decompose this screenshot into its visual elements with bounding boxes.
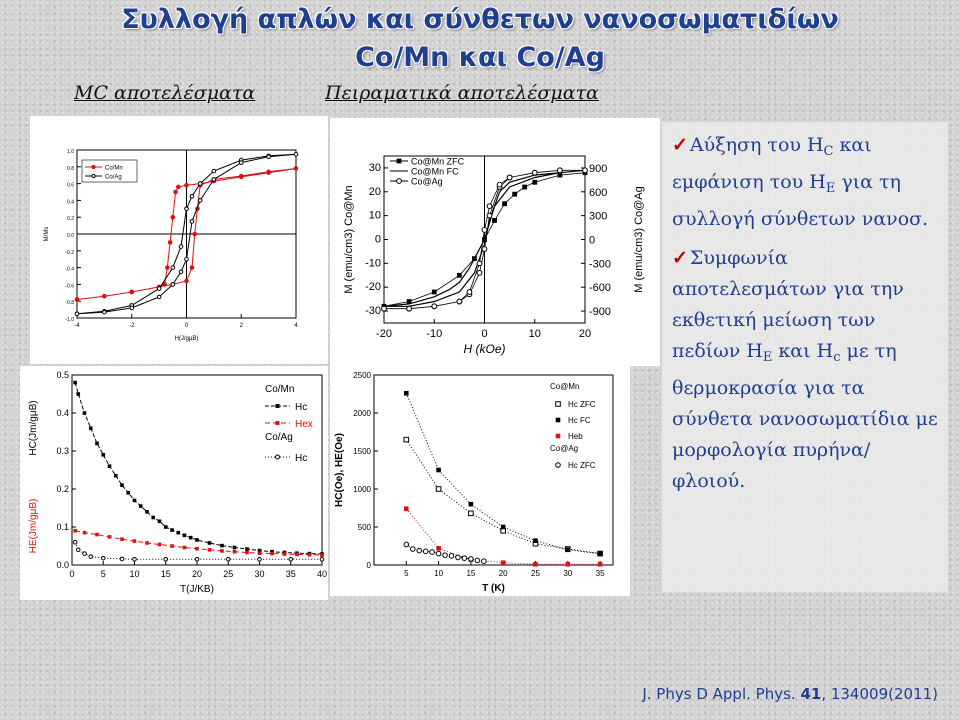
data-point: [139, 504, 143, 508]
data-point: [73, 540, 77, 544]
data-point: [75, 312, 79, 316]
x-tick-label: 15: [160, 569, 171, 579]
legend-label: Hc: [295, 402, 308, 413]
conclusion-text: και H: [772, 340, 834, 362]
conclusion-text: για τη συλλογή σύνθετων νανοσ.: [672, 171, 929, 230]
data-point: [295, 553, 299, 557]
y-tick-label: -0.8: [65, 300, 74, 307]
data-point: [430, 550, 435, 555]
y-tick-label: 0: [374, 233, 381, 246]
data-point: [276, 421, 280, 425]
data-point: [475, 558, 480, 563]
data-point: [171, 215, 175, 219]
data-point: [171, 283, 175, 287]
y-tick-label: 0.3: [56, 446, 69, 456]
y-axis-label: M (emu/cm3) Co@Mn: [343, 185, 355, 294]
subscript: C: [823, 144, 834, 159]
data-point: [501, 525, 506, 530]
y-tick-label: 1500: [353, 447, 371, 456]
legend-label: Hex: [295, 419, 313, 430]
data-point: [73, 381, 77, 385]
data-point: [170, 544, 174, 548]
data-point: [126, 491, 130, 495]
legend-label: Hc FC: [568, 416, 591, 425]
data-point: [462, 556, 467, 561]
y-tick-label: 0.6: [67, 182, 74, 189]
data-point: [245, 551, 249, 555]
data-point: [557, 168, 562, 173]
x-tick-label: 30: [254, 569, 265, 579]
y-tick-label: 0.1: [56, 522, 69, 532]
data-point: [276, 404, 280, 408]
data-point: [294, 152, 298, 156]
data-point: [417, 548, 422, 553]
data-point: [92, 165, 95, 168]
data-point: [73, 529, 77, 533]
data-point: [164, 558, 168, 562]
data-point: [179, 245, 183, 249]
legend-label: Co@Ag: [411, 176, 443, 187]
x-tick-label: 0: [184, 323, 189, 329]
data-point: [407, 306, 412, 311]
mc-results-label: MC αποτελέσματα: [74, 82, 256, 104]
data-point: [276, 455, 280, 459]
checkmark-icon: ✓: [672, 247, 688, 269]
data-point: [208, 548, 212, 552]
x-tick-label: 20: [191, 569, 203, 579]
y-tick-label: -0.6: [65, 283, 74, 290]
data-point: [120, 557, 124, 561]
data-point: [133, 558, 137, 562]
data-point: [556, 402, 561, 407]
data-point: [108, 464, 112, 468]
data-point: [168, 241, 172, 245]
data-point: [130, 290, 134, 294]
x-axis-label: T (K): [482, 583, 505, 594]
y-tick-label: -1.0: [65, 317, 74, 323]
series-line: [75, 383, 322, 554]
y-tick-label: 1000: [353, 485, 371, 494]
data-point: [404, 542, 409, 547]
data-point: [212, 169, 216, 173]
y-tick-label: 0.0: [67, 233, 74, 239]
subscript: c: [833, 350, 841, 365]
data-point: [522, 185, 527, 190]
y-tick-label: 20: [368, 185, 381, 198]
data-point: [185, 279, 189, 283]
y-right-tick-label: -300: [589, 258, 612, 271]
data-point: [443, 553, 448, 558]
y-tick-label: 0.8: [67, 165, 74, 172]
y-tick-label: 1.0: [67, 149, 74, 155]
data-point: [198, 182, 202, 186]
legend-label: Co/Mn: [105, 165, 123, 172]
data-point: [432, 290, 437, 295]
y-right-tick-label: 300: [589, 210, 608, 223]
data-point: [565, 548, 570, 553]
data-point: [183, 534, 187, 538]
series-line: [406, 440, 600, 554]
data-point: [457, 273, 462, 278]
data-point: [92, 174, 95, 177]
data-point: [565, 562, 570, 567]
x-tick-label: 15: [466, 569, 476, 578]
data-point: [190, 220, 194, 224]
legend-group-label: Co/Mn: [265, 384, 295, 395]
x-tick-label: -2: [129, 323, 135, 329]
conclusion-text: και εμφάνιση του H: [672, 134, 872, 193]
mc-fields-vs-temperature-chart: [20, 366, 328, 600]
y-tick-label: 0.0: [56, 560, 69, 570]
data-point: [183, 546, 187, 550]
x-tick-label: -10: [426, 328, 443, 340]
checkmark-icon: ✓: [672, 134, 688, 156]
legend-group-label: Co/Ag: [265, 432, 293, 443]
y-right-axis-label: M (emu/cm3) Co@Ag: [633, 186, 645, 293]
y-axis-label: HC(Oe), HE(Oe): [334, 433, 345, 507]
data-point: [410, 547, 415, 552]
legend-label: Co@Mn ZFC: [411, 156, 465, 167]
subscript: E: [762, 350, 773, 365]
x-tick-label: 10: [434, 569, 444, 578]
data-point: [170, 528, 174, 532]
data-point: [185, 257, 189, 261]
data-point: [133, 499, 137, 503]
data-point: [164, 525, 168, 529]
data-point: [166, 266, 170, 270]
data-point: [583, 168, 588, 173]
data-point: [233, 550, 237, 554]
data-point: [533, 538, 538, 543]
data-point: [157, 287, 161, 291]
data-point: [145, 541, 149, 545]
legend-label: Hc: [295, 453, 308, 464]
data-point: [477, 261, 482, 266]
legend-label: Heb: [568, 432, 583, 441]
y-right-tick-label: -600: [589, 282, 612, 295]
data-point: [598, 562, 603, 567]
y-tick-label: 0.2: [56, 484, 69, 494]
y-tick-label: 500: [357, 523, 371, 532]
data-point: [76, 392, 80, 396]
data-point: [487, 213, 492, 218]
data-point: [436, 551, 441, 556]
legend-label: Hc ZFC: [568, 461, 596, 470]
data-point: [190, 266, 194, 270]
x-tick-label: 40: [316, 569, 328, 579]
data-point: [482, 228, 487, 233]
y-tick-label: -0.2: [65, 249, 74, 256]
legend-group-label: Co@Mn: [550, 382, 580, 391]
x-tick-label: 0: [69, 569, 75, 579]
y-right-tick-label: 900: [589, 162, 608, 175]
conclusion-text: Αύξηση του H: [689, 134, 824, 156]
y-tick-label: -30: [365, 305, 381, 318]
data-point: [320, 553, 324, 557]
x-tick-label: 0: [481, 328, 488, 340]
data-point: [83, 411, 87, 415]
data-point: [397, 179, 402, 184]
data-point: [456, 555, 461, 560]
y-tick-label: 0.4: [56, 408, 69, 418]
data-point: [469, 557, 474, 562]
y-right-tick-label: -900: [589, 306, 612, 319]
data-point: [190, 194, 194, 198]
x-tick-label: 25: [531, 569, 540, 578]
y-axis-label: HC(Jm/gμB): [28, 400, 39, 456]
y-right-tick-label: 600: [589, 186, 608, 199]
data-point: [294, 167, 298, 171]
data-point: [382, 306, 387, 311]
x-tick-label: -20: [376, 328, 392, 340]
data-point: [267, 170, 271, 174]
data-point: [163, 283, 167, 287]
y-tick-label: 0: [366, 561, 371, 570]
series-line: [406, 509, 600, 564]
data-point: [487, 204, 492, 209]
x-axis-label: T(J/KB): [180, 584, 214, 595]
citation-journal: J. Phys D Appl. Phys.: [642, 685, 801, 703]
data-point: [457, 299, 462, 304]
y-tick-label: 0.2: [67, 216, 74, 223]
y-tick-label: 0.5: [56, 370, 69, 380]
x-tick-label: 4: [294, 323, 298, 329]
data-point: [245, 547, 249, 551]
data-point: [83, 531, 87, 535]
data-point: [497, 182, 502, 187]
data-point: [507, 175, 512, 180]
y-tick-label: -10: [365, 257, 381, 270]
data-point: [195, 538, 199, 542]
x-axis-label: H(J/gμB): [174, 336, 199, 342]
data-point: [179, 270, 183, 274]
data-point: [239, 174, 243, 178]
x-tick-label: 5: [100, 569, 106, 579]
data-point: [502, 201, 507, 206]
data-point: [436, 468, 441, 473]
x-tick-label: 10: [528, 328, 541, 340]
x-axis-label: H (kOe): [463, 342, 506, 356]
data-point: [176, 531, 180, 535]
data-point: [258, 551, 262, 555]
y-tick-label: -0.4: [65, 266, 74, 273]
data-point: [176, 185, 180, 189]
data-point: [469, 502, 474, 507]
data-point: [533, 562, 538, 567]
data-point: [75, 298, 79, 302]
data-point: [195, 547, 199, 551]
data-point: [158, 520, 162, 524]
slide-title-line2: Co/Mn και Co/Ag: [355, 42, 605, 73]
data-point: [477, 271, 482, 276]
y-tick-label: 30: [368, 161, 381, 174]
data-point: [120, 483, 124, 487]
data-point: [532, 170, 537, 175]
conclusion-item-2: [672, 243, 940, 497]
subscript: E: [825, 181, 836, 196]
data-point: [151, 516, 155, 520]
conclusions-panel: [662, 122, 948, 592]
x-tick-label: 5: [404, 569, 409, 578]
x-tick-label: 20: [578, 328, 592, 340]
legend-label: Co@Mn FC: [411, 166, 459, 177]
data-point: [89, 426, 93, 430]
legend-group-label: Co@Ag: [550, 444, 579, 453]
citation-pages: , 134009(2011): [821, 685, 938, 703]
data-point: [133, 539, 137, 543]
data-point: [83, 552, 87, 556]
conclusion-text: με τη θερμοκρασία για τα σύνθετα νανοσωματίδια με μορφολογία πυρήνα/φλοιού.: [672, 340, 938, 492]
data-point: [258, 558, 262, 562]
data-point: [185, 207, 189, 211]
data-point: [189, 536, 193, 540]
experimental-hysteresis-chart: [330, 118, 660, 366]
data-point: [423, 549, 428, 554]
data-point: [158, 543, 162, 547]
data-point: [103, 294, 107, 298]
data-point: [103, 310, 107, 314]
data-point: [270, 552, 274, 556]
data-point: [436, 546, 441, 551]
conclusion-text: Συμφωνία αποτελεσμάτων για την εκθετική μείωση των πεδίων H: [672, 247, 904, 362]
data-point: [208, 541, 212, 545]
data-point: [469, 511, 474, 516]
data-point: [482, 559, 487, 564]
x-tick-label: 20: [498, 569, 508, 578]
data-point: [145, 510, 149, 514]
x-tick-label: 30: [563, 569, 573, 578]
data-point: [101, 556, 105, 560]
x-tick-label: 2: [239, 323, 243, 329]
data-point: [220, 544, 224, 548]
data-point: [220, 549, 224, 553]
data-point: [267, 155, 271, 159]
y-tick-label: 0.4: [67, 199, 74, 206]
y-tick-label: -20: [365, 281, 381, 294]
data-point: [432, 304, 437, 309]
mc-hysteresis-chart: [30, 116, 328, 364]
data-point: [404, 391, 409, 396]
slide-title-line1: Συλλογή απλών και σύνθετων νανοσωματιδίων: [121, 4, 839, 35]
data-point: [404, 437, 409, 442]
data-point: [89, 555, 93, 559]
experimental-results-label: Πειραματικά αποτελέσματα: [325, 82, 599, 104]
data-point: [193, 232, 197, 236]
data-point: [195, 558, 199, 562]
data-point: [212, 178, 216, 182]
data-point: [492, 218, 497, 223]
experimental-fields-vs-temperature-chart: [330, 366, 630, 596]
data-point: [598, 551, 603, 556]
x-tick-label: 10: [129, 569, 140, 579]
data-point: [308, 553, 312, 557]
data-point: [556, 434, 561, 439]
data-point: [185, 183, 189, 187]
x-tick-label: 25: [223, 569, 234, 579]
data-point: [171, 266, 175, 270]
citation-volume: 41: [800, 685, 822, 703]
y-tick-label: 2000: [353, 409, 371, 418]
data-point: [239, 161, 243, 165]
data-point: [449, 554, 454, 559]
x-tick-label: 35: [285, 569, 296, 579]
data-point: [108, 535, 112, 539]
data-point: [233, 546, 237, 550]
x-tick-label: 35: [595, 569, 605, 578]
y-axis-label-red: HE(Jm/gμB): [28, 498, 39, 554]
data-point: [120, 537, 124, 541]
data-point: [174, 190, 178, 194]
data-point: [114, 474, 118, 478]
data-point: [130, 306, 134, 310]
legend-label: Hc ZFC: [568, 400, 596, 409]
x-tick-label: -4: [74, 323, 80, 329]
data-point: [95, 442, 99, 446]
data-point: [512, 192, 517, 197]
data-point: [501, 560, 506, 565]
data-point: [467, 290, 472, 295]
data-point: [101, 453, 105, 457]
data-point: [556, 418, 561, 423]
data-point: [397, 159, 402, 164]
data-point: [436, 487, 441, 492]
data-point: [198, 199, 202, 203]
data-point: [95, 533, 99, 537]
citation: [642, 685, 938, 703]
data-point: [283, 552, 287, 556]
data-point: [482, 247, 487, 252]
y-tick-label: 10: [368, 209, 381, 222]
data-point: [226, 558, 230, 562]
data-point: [157, 295, 161, 299]
data-point: [76, 548, 80, 552]
legend-label: Co/Ag: [105, 174, 122, 181]
y-tick-label: 2500: [353, 371, 371, 380]
data-point: [556, 463, 561, 468]
data-point: [289, 558, 293, 562]
data-point: [404, 506, 409, 511]
y-axis-label: M/Ms: [44, 226, 50, 242]
y-right-tick-label: 0: [589, 234, 596, 247]
data-point: [532, 180, 537, 185]
data-point: [320, 558, 324, 562]
conclusion-item-1: [672, 130, 940, 235]
